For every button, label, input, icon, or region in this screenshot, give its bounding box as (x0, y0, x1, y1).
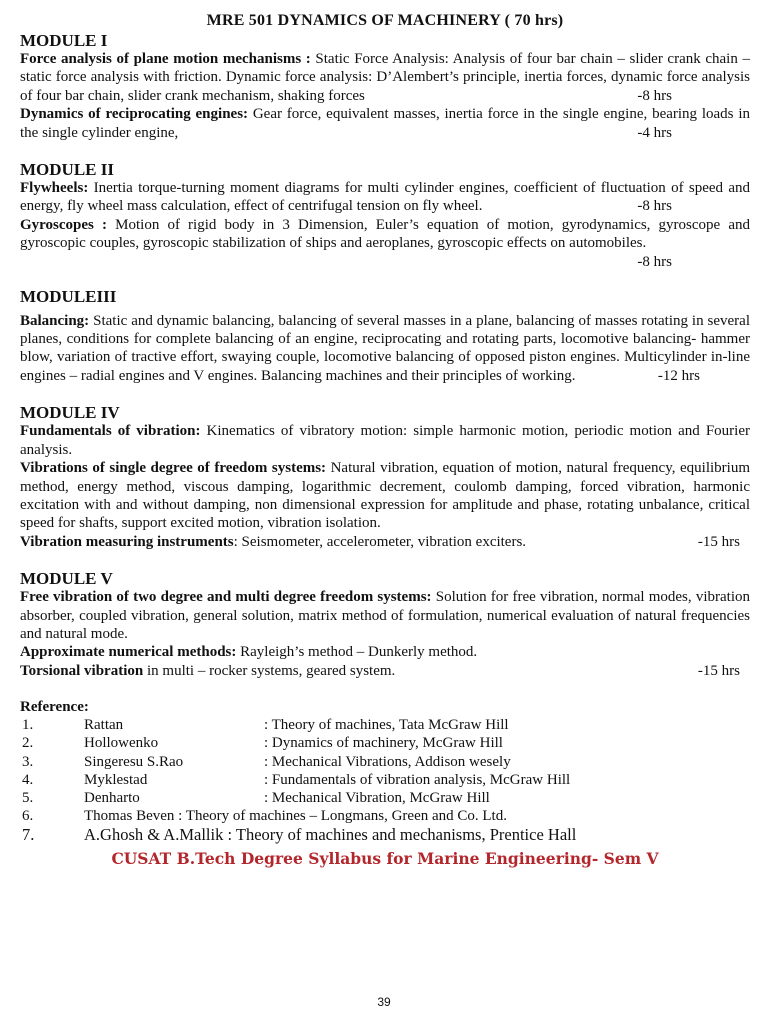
reference-title: : Mechanical Vibrations, Addison wesely (264, 753, 511, 770)
reference-item (20, 789, 750, 807)
topic-text: Gear force, equivalent masses, inertia force in the single engine, bearing loads in the single cylinder engine, (20, 106, 750, 141)
module-heading: MODULE IV (20, 403, 120, 423)
reference-item (20, 807, 750, 825)
topic-paragraph (20, 105, 750, 142)
topic-label: Flywheels: (20, 180, 89, 197)
topic-text: Inertia torque-turning moment diagrams for multi cylinder engines, coefficient of fluctuation of speed and energy, fly wheel mass calculation, effect of centrifugal tension on fly wheel. (20, 180, 750, 215)
syllabus-footer: CUSAT B.Tech Degree Syllabus for Marine Engineering- Sem V (111, 849, 659, 869)
module-heading: MODULEIII (20, 286, 117, 306)
reference-author: Rattan (84, 717, 124, 734)
reference-item (20, 734, 750, 752)
topic-paragraph (20, 216, 750, 270)
topic-label: Vibration measuring instruments (20, 533, 234, 550)
topic-hours: -8 hrs (637, 87, 672, 104)
topic-paragraph (20, 643, 750, 661)
topic-text: Motion of rigid body in 3 Dimension, Euler’s equation of motion, gyrodynamics, gyroscope and gyroscopic couples, gyroscopic stabilization of ships and aeroplanes, gyroscopic effects on automobiles. (20, 216, 750, 252)
topic-paragraph (20, 588, 750, 643)
topic-label: Approximate numerical methods: (20, 644, 237, 661)
reference-item (20, 753, 750, 771)
topic-paragraph (20, 312, 750, 386)
topic-label: Fundamentals of vibration: (20, 423, 201, 440)
reference-author: Singeresu S.Rao (84, 753, 184, 770)
module-heading: MODULE I (20, 31, 108, 50)
page-title: MRE 501 DYNAMICS OF MACHINERY ( 70 hrs) (206, 12, 564, 29)
topic-hours: -15 hrs (697, 533, 740, 550)
module-heading: MODULE II (20, 160, 114, 180)
module-heading: MODULE V (20, 569, 113, 589)
reference-author (84, 825, 576, 845)
reference-number: 6. (22, 808, 34, 825)
module-2 (20, 160, 750, 270)
reference-author: Myklestad (84, 771, 148, 788)
topic-label: Vibrations of single degree of freedom systems: (20, 460, 327, 477)
reference-item (20, 716, 750, 734)
reference-number: 2. (22, 735, 34, 752)
reference-item (20, 771, 750, 789)
reference-author (84, 807, 507, 825)
reference-number: 7. (22, 825, 35, 845)
reference-number: 3. (22, 753, 34, 770)
reference-title: : Fundamentals of vibration analysis, McGraw Hill (264, 771, 571, 788)
module-4 (20, 403, 750, 551)
topic-hours: -8 hrs (637, 198, 672, 215)
module-5 (20, 569, 750, 680)
topic-paragraph (20, 533, 750, 551)
reference-author: Hollowenko (84, 735, 159, 752)
reference-title: : Dynamics of machinery, McGraw Hill (264, 735, 503, 752)
reference-author-name: A.Ghosh & A.Mallik (84, 825, 224, 845)
topic-label: Torsional vibration (20, 662, 144, 679)
topic-text: in multi – rocker systems, geared system. (143, 662, 396, 679)
reference-number: 1. (22, 717, 34, 734)
topic-text: Rayleigh’s method – Dunkerly method. (236, 644, 478, 661)
topic-label: Balancing: (20, 312, 90, 329)
syllabus-page (20, 12, 750, 868)
reference-number: 4. (22, 771, 34, 788)
reference-number: 5. (22, 789, 34, 806)
topic-paragraph (20, 179, 750, 216)
topic-paragraph (20, 662, 750, 680)
topic-text: : Seismometer, accelerometer, vibration exciters. (233, 533, 527, 550)
reference-title: : Theory of machines – Longmans, Green and Co. Ltd. (178, 808, 507, 825)
topic-paragraph (20, 459, 750, 533)
reference-item (20, 825, 750, 845)
topic-paragraph (20, 422, 750, 459)
topic-label: Force analysis of plane motion mechanisms : (20, 51, 311, 67)
reference-author-name: Thomas Beven (84, 808, 175, 825)
module-3 (20, 287, 750, 386)
reference-title: : Theory of machines and mechanisms, Prentice Hall (227, 825, 577, 845)
topic-paragraph (20, 50, 750, 105)
topic-text: Static Force Analysis: Analysis of four bar chain – slider crank chain – static force analysis with friction. Dynamic force analysis: D’Alembert’s principle, inertia forces, dynamic force analysis of four bar chain, slider crank mechanism, shaking forces (20, 51, 750, 104)
topic-hours: -4 hrs (637, 124, 672, 141)
topic-hours: -8 hrs (637, 253, 672, 270)
reference-title: : Theory of machines, Tata McGraw Hill (264, 717, 509, 734)
reference-list (20, 698, 750, 845)
topic-hours: -12 hrs (657, 367, 700, 384)
topic-text: Kinematics of vibratory motion: simple harmonic motion, periodic motion and Fourier analysis. (20, 423, 750, 458)
topic-label: Free vibration of two degree and multi degree freedom systems: (20, 589, 432, 606)
reference-heading: Reference: (20, 699, 89, 716)
topic-label: Gyroscopes : (20, 216, 108, 233)
reference-author: Denharto (84, 789, 140, 806)
topic-text: Solution for free vibration, normal modes, vibration absorber, coupled vibration, general solution, matrix method of formulation, numerical evaluation of natural frequencies and natural mode. (20, 589, 750, 642)
module-1 (20, 31, 750, 142)
topic-hours: -15 hrs (697, 662, 740, 679)
topic-label: Dynamics of reciprocating engines: (20, 106, 249, 123)
reference-title: : Mechanical Vibration, McGraw Hill (264, 789, 490, 806)
topic-text: Static and dynamic balancing, balancing of several masses in a plane, balancing of masses rotating in several planes, conditions for complete balancing of an engine, reciprocating and rotating parts, locomotive balancing- hammer blow, variation of tractive effort, swaying couple, locomotive balancing of opposed piston engines. Multicylinder in-line engines – radial engines and V engines. Balancing machines and their principles of working. (20, 312, 750, 384)
topic-text: Natural vibration, equation of motion, natural frequency, equilibrium method, energy method, viscous damping, logarithmic decrement, coulomb damping, forced vibration, harmonic excitation with and without damping, non dimensional expression for amplitude and phase, rotating unbalance, critical speed for shafts, support excited motion, vibration isolation. (20, 460, 751, 532)
page-number: 39 (377, 995, 391, 1009)
